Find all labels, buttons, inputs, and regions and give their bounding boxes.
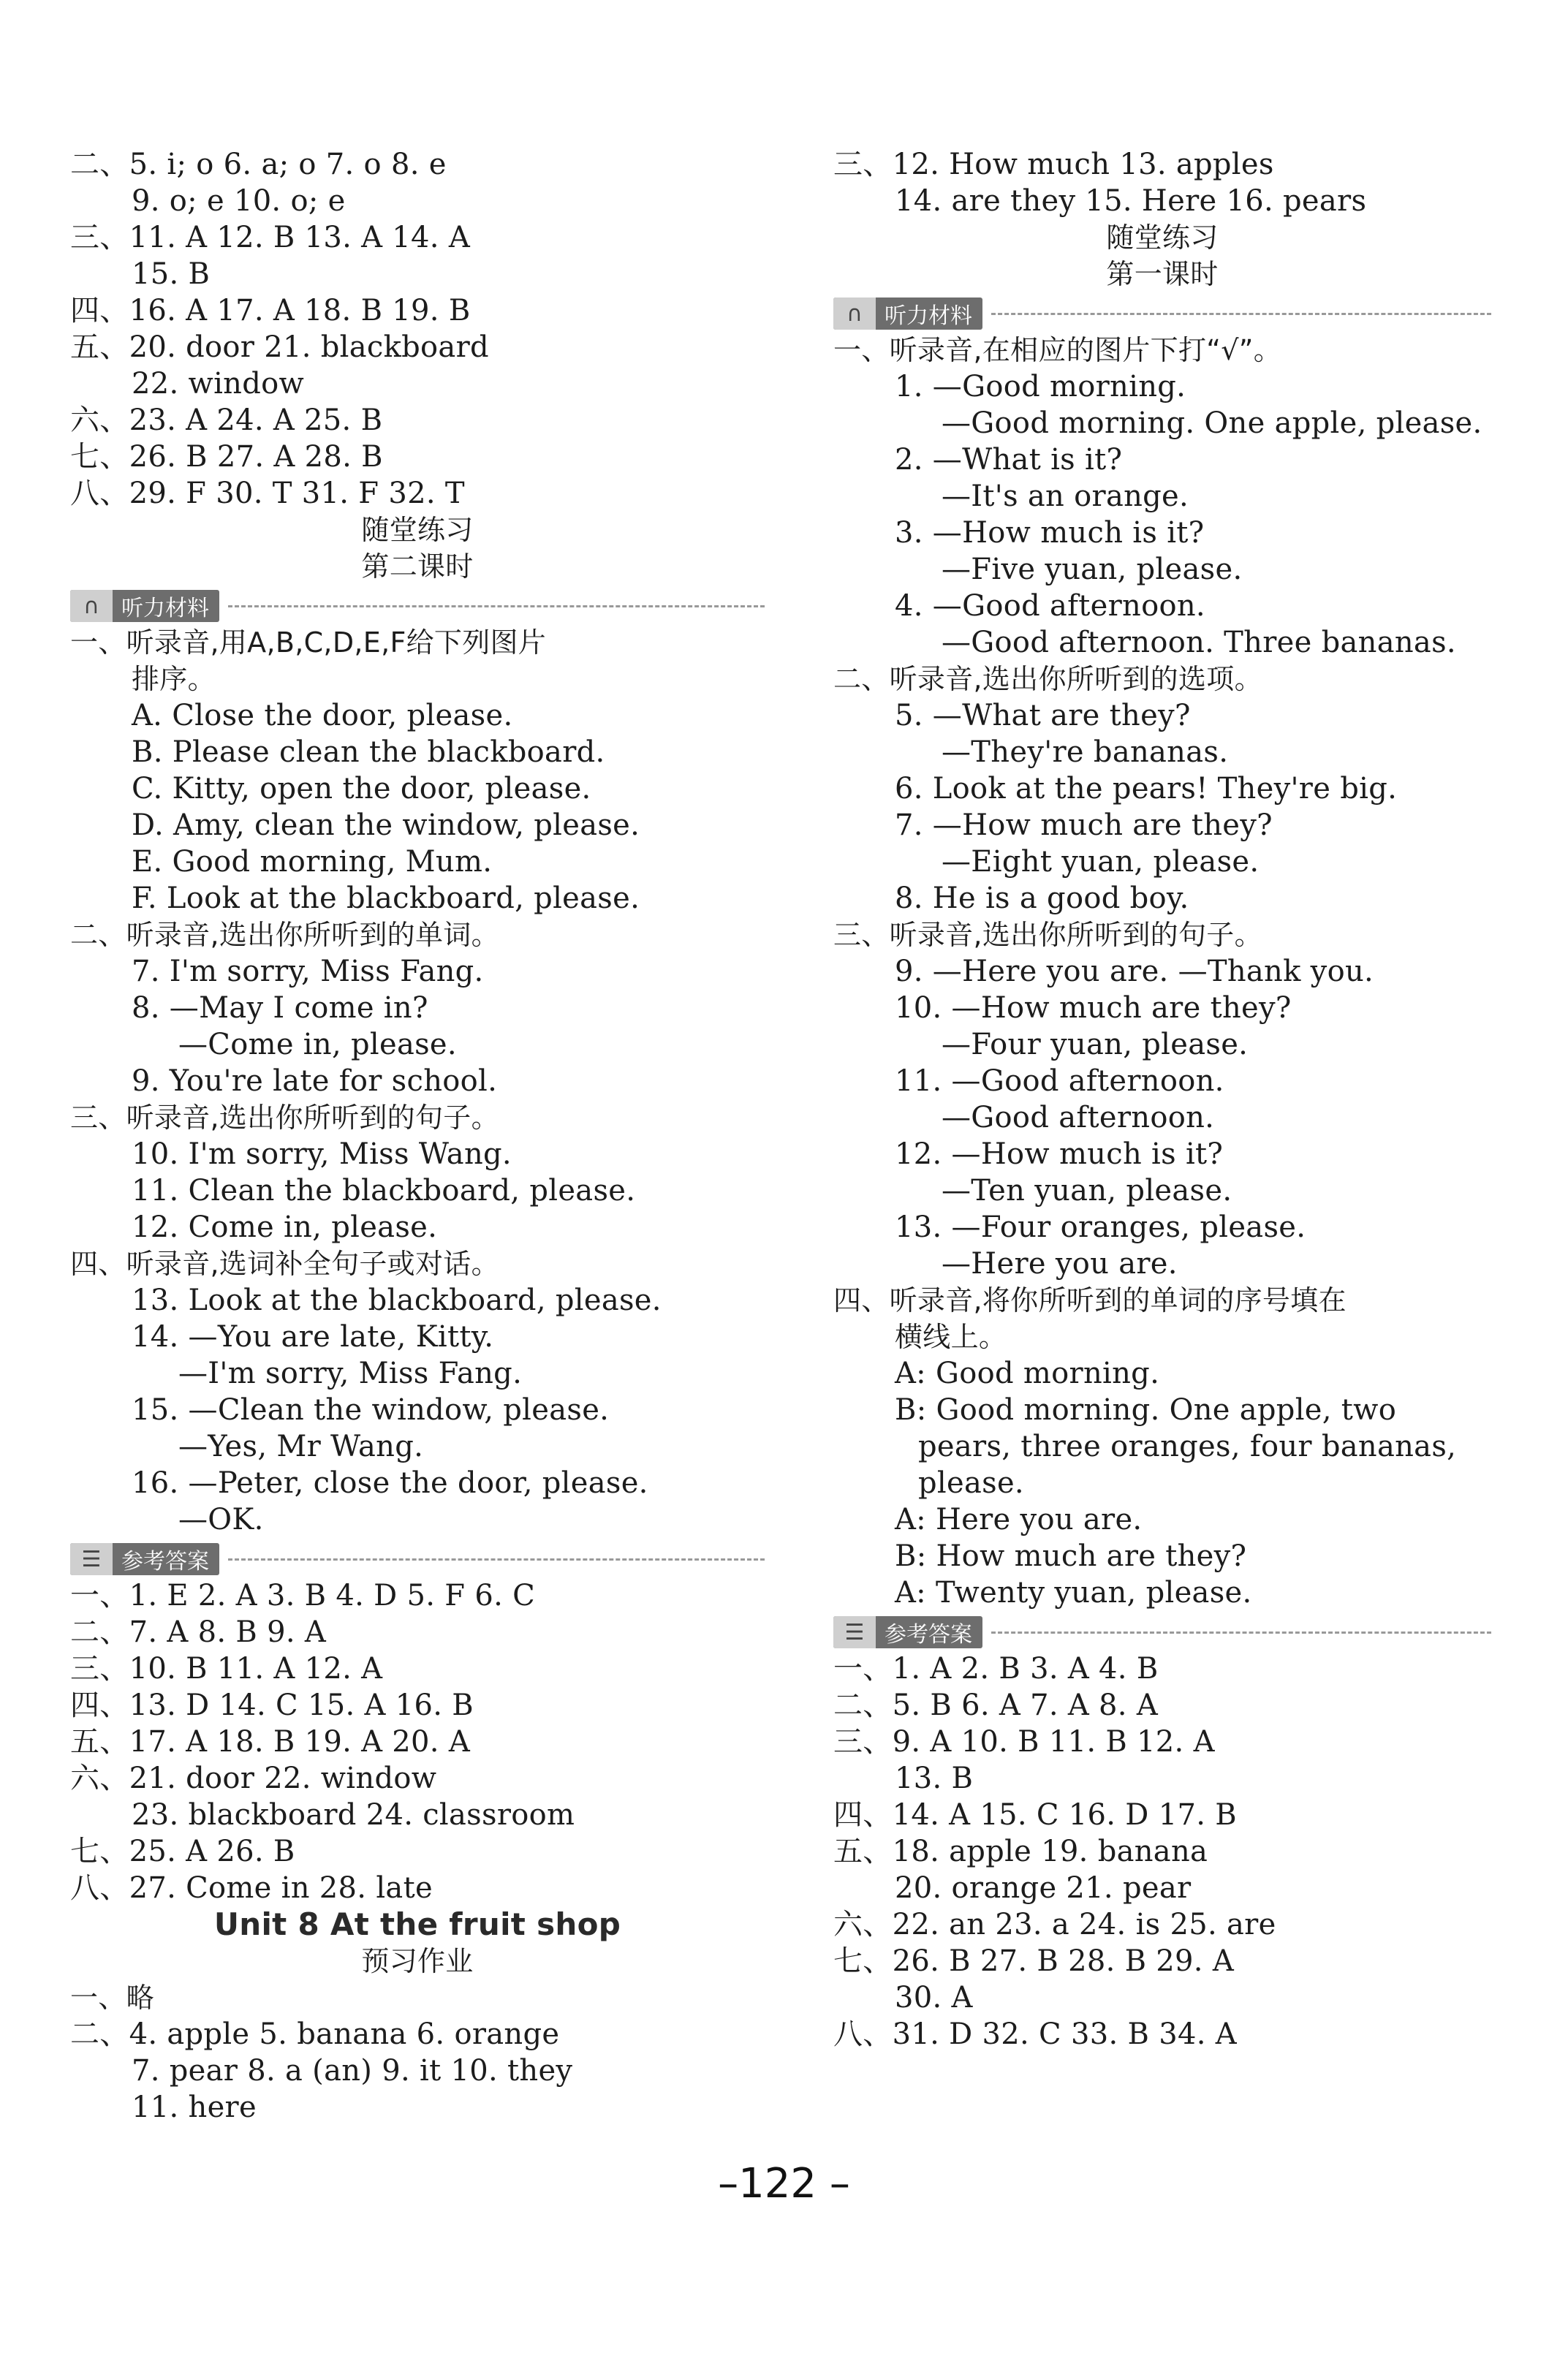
text-line: 11. here <box>132 2091 257 2124</box>
text-line: 20. orange 21. pear <box>895 1871 1192 1905</box>
text-line: Unit 8 At the fruit shop <box>213 1906 621 1942</box>
text-line: B: How much are they? <box>895 1539 1247 1573</box>
text-line: 4. —Good afternoon. <box>895 589 1205 623</box>
headphones-icon: ∩ <box>833 298 876 330</box>
text-line: 七、26. B 27. B 28. B 29. A <box>833 1944 1235 1978</box>
text-line: 13. B <box>895 1762 974 1795</box>
dashed-divider <box>228 605 765 607</box>
text-line: C. Kitty, open the door, please. <box>132 772 591 806</box>
text-line: 六、23. A 24. A 25. B <box>70 403 383 437</box>
text-line: —Yes, Mr Wang. <box>178 1430 424 1463</box>
text-line: 三、10. B 11. A 12. A <box>70 1652 383 1686</box>
text-line: 13. Look at the blackboard, please. <box>132 1284 662 1317</box>
text-line: 八、31. D 32. C 33. B 34. A <box>833 2017 1237 2051</box>
text-line: 10. I'm sorry, Miss Wang. <box>132 1137 512 1171</box>
text-line: 三、听录音,选出你所听到的句子。 <box>833 919 1262 951</box>
text-line: pears, three oranges, four bananas, <box>918 1430 1457 1463</box>
section-tag-label: 参考答案 <box>121 1549 209 1574</box>
text-line: F. Look at the blackboard, please. <box>132 882 640 915</box>
text-line: 八、29. F 30. T 31. F 32. T <box>70 477 465 510</box>
text-line: 10. —How much are they? <box>895 991 1292 1025</box>
text-line: —Here you are. <box>942 1247 1178 1281</box>
text-line: 9. You're late for school. <box>132 1064 498 1098</box>
text-line: 15. B <box>132 257 211 291</box>
answer-sheet-icon: ☰ <box>70 1543 113 1575</box>
text-line: 6. Look at the pears! They're big. <box>895 772 1398 806</box>
text-line: 14. are they 15. Here 16. pears <box>895 184 1367 218</box>
text-line: B: Good morning. One apple, two <box>895 1393 1397 1427</box>
dashed-divider <box>228 1558 765 1561</box>
listening-material-header <box>833 295 1491 332</box>
text-line: 11. Clean the blackboard, please. <box>132 1174 636 1208</box>
text-line: A. Close the door, please. <box>132 699 513 732</box>
text-line: —Come in, please. <box>178 1028 457 1061</box>
text-line: 四、听录音,将你所听到的单词的序号填在 <box>833 1284 1347 1316</box>
text-line: 8. He is a good boy. <box>895 882 1189 915</box>
text-line: 一、听录音,用A,B,C,D,E,F给下列图片 <box>70 626 547 659</box>
text-line: 23. blackboard 24. classroom <box>132 1798 575 1832</box>
text-line: 5. —What are they? <box>895 699 1191 732</box>
text-line: 9. o; e 10. o; e <box>132 184 346 218</box>
text-line: —Good afternoon. Three bananas. <box>942 626 1456 659</box>
text-line: —Good afternoon. <box>942 1101 1215 1134</box>
section-tag <box>833 1616 982 1648</box>
text-line: 8. —May I come in? <box>132 991 428 1025</box>
text-line: 二、5. B 6. A 7. A 8. A <box>833 1689 1159 1722</box>
text-line: 三、听录音,选出你所听到的句子。 <box>70 1102 499 1134</box>
text-line: 11. —Good afternoon. <box>895 1064 1224 1098</box>
page-number: –122 – <box>718 2160 850 2207</box>
text-line: 1. —Good morning. <box>895 370 1186 403</box>
text-line: 12. Come in, please. <box>132 1210 438 1244</box>
text-line: 七、26. B 27. A 28. B <box>70 440 383 474</box>
text-line: 7. I'm sorry, Miss Fang. <box>132 955 484 988</box>
text-line: 八、27. Come in 28. late <box>70 1871 433 1905</box>
text-line: D. Amy, clean the window, please. <box>132 808 640 842</box>
text-line: 五、17. A 18. B 19. A 20. A <box>70 1725 471 1759</box>
text-line: 二、4. apple 5. banana 6. orange <box>70 2017 560 2051</box>
reference-answer-header <box>70 1541 765 1577</box>
text-line: —Good morning. One apple, please. <box>942 406 1482 440</box>
text-line: 四、听录音,选词补全句子或对话。 <box>70 1248 499 1280</box>
headphones-icon: ∩ <box>70 590 113 622</box>
text-line: 二、7. A 8. B 9. A <box>70 1615 327 1649</box>
text-line: 7. —How much are they? <box>895 808 1273 842</box>
text-line: 2. —What is it? <box>895 443 1123 477</box>
text-line: 16. —Peter, close the door, please. <box>132 1466 648 1500</box>
text-line: 三、9. A 10. B 11. B 12. A <box>833 1725 1215 1759</box>
text-line: —It's an orange. <box>942 480 1189 513</box>
text-line: —OK. <box>178 1503 264 1536</box>
text-line: —Five yuan, please. <box>942 553 1243 586</box>
text-line: 一、略 <box>70 1982 154 2014</box>
text-line: 7. pear 8. a (an) 9. it 10. they <box>132 2054 573 2088</box>
text-line: 第一课时 <box>1106 258 1219 290</box>
section-tag-label: 听力材料 <box>885 303 972 329</box>
dashed-divider <box>991 313 1491 315</box>
text-line: 9. —Here you are. —Thank you. <box>895 955 1374 988</box>
section-tag-label: 参考答案 <box>885 1622 972 1648</box>
text-line: 预习作业 <box>361 1945 474 1977</box>
text-line: 二、5. i; o 6. a; o 7. o 8. e <box>70 148 447 181</box>
text-line: 三、11. A 12. B 13. A 14. A <box>70 221 471 254</box>
text-line: 六、22. an 23. a 24. is 25. are <box>833 1908 1276 1941</box>
text-line: 七、25. A 26. B <box>70 1835 295 1868</box>
left-column <box>70 146 765 2126</box>
text-line: —Ten yuan, please. <box>942 1174 1232 1208</box>
text-line: —Eight yuan, please. <box>942 845 1260 879</box>
section-tag <box>833 298 982 330</box>
text-line: —Four yuan, please. <box>942 1028 1249 1061</box>
text-line: 一、1. A 2. B 3. A 4. B <box>833 1652 1159 1686</box>
text-line: A: Here you are. <box>895 1503 1143 1536</box>
text-line: 四、16. A 17. A 18. B 19. B <box>70 294 471 327</box>
text-line: 横线上。 <box>895 1321 1007 1353</box>
text-line: 六、21. door 22. window <box>70 1762 437 1795</box>
text-line: please. <box>918 1466 1024 1500</box>
text-line: E. Good morning, Mum. <box>132 845 493 879</box>
text-line: 13. —Four oranges, please. <box>895 1210 1306 1244</box>
text-line: —They're bananas. <box>942 735 1229 769</box>
reference-answer-header <box>833 1614 1491 1651</box>
text-line: 12. —How much is it? <box>895 1137 1224 1171</box>
text-line: 第二课时 <box>361 550 474 583</box>
section-tag <box>70 1543 219 1575</box>
text-line: 15. —Clean the window, please. <box>132 1393 610 1427</box>
text-line: —I'm sorry, Miss Fang. <box>178 1357 523 1390</box>
text-line: 随堂练习 <box>1106 221 1219 254</box>
text-line: 五、20. door 21. blackboard <box>70 330 489 364</box>
text-line: 22. window <box>132 367 305 401</box>
text-line: 四、14. A 15. C 16. D 17. B <box>833 1798 1237 1832</box>
text-line: 三、12. How much 13. apples <box>833 148 1274 181</box>
text-line: 五、18. apple 19. banana <box>833 1835 1208 1868</box>
text-line: A: Twenty yuan, please. <box>895 1576 1252 1610</box>
text-line: B. Please clean the blackboard. <box>132 735 605 769</box>
text-line: 二、听录音,选出你所听到的选项。 <box>833 663 1262 695</box>
text-line: A: Good morning. <box>895 1357 1160 1390</box>
text-line: 二、听录音,选出你所听到的单词。 <box>70 919 499 951</box>
section-tag <box>70 590 219 622</box>
section-tag-label: 听力材料 <box>121 596 209 621</box>
text-line: 排序。 <box>132 663 216 695</box>
text-line: 3. —How much is it? <box>895 516 1205 550</box>
answer-sheet-icon: ☰ <box>833 1616 876 1648</box>
text-line: 30. A <box>895 1981 973 2015</box>
text-line: 随堂练习 <box>361 514 474 546</box>
text-line: 一、1. E 2. A 3. B 4. D 5. F 6. C <box>70 1579 536 1612</box>
dashed-divider <box>991 1632 1491 1634</box>
text-line: 一、听录音,在相应的图片下打“√”。 <box>833 334 1282 366</box>
text-line: 四、13. D 14. C 15. A 16. B <box>70 1689 474 1722</box>
right-column <box>833 146 1491 2053</box>
text-line: 14. —You are late, Kitty. <box>132 1320 494 1354</box>
listening-material-header <box>70 588 765 624</box>
